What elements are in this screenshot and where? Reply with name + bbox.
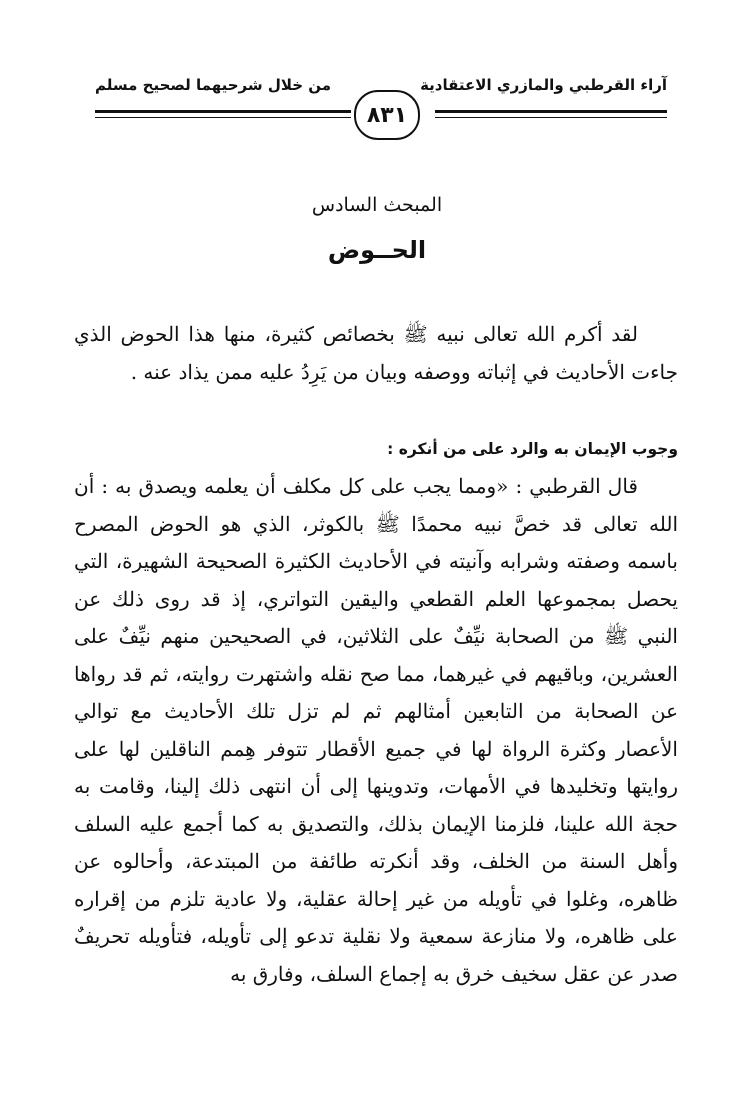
main-paragraph: قال القرطبي : «ومما يجب على كل مكلف أن يعلمه ويصدق به : أن الله تعالى قد خصَّ نبيه محمدًا ﷺ بالكوثر، الذي هو الحوض المصرح باسمه وصفته وشرابه وآنيته في الأحاديث الكثيرة الصحيحة الشهيرة، التي يحصل بمجموعها العلم القطعي واليقين التواتري، إذ قد روى ذلك عن النبي ﷺ من الصحابة نيِّفٌ على الثلاثين، في الصحيحين منهم نيِّفٌ على العشرين، وباقيهم في غيرهما، مما صح نقله واشتهرت روايته، ثم قد رواها عن الصحابة من التابعين أمثالهم ثم لم تزل تلك الأحاديث مع توالي الأعصار وكثرة الرواة لها في جميع الأقطار تتوفر هِمم الناقلين لها على روايتها وتخليدها في الأمهات، وتدوينها إلى أن انتهى ذلك إلينا، وقامت به حجة الله علينا، فلزمنا الإيمان بذلك، والتصديق به كما أجمع عليه السلف وأهل السنة من الخلف، وقد أنكرته طائفة من المبتدعة، وأحالوه عن ظاهره، وغلوا في تأويله من غير إحالة عقلية، ولا عادية تلزم من إقراره على ظاهره، ولا منازعة سمعية ولا نقلية تدعو إلى تأويله، فتأويله تحريفٌ صدر عن عقل سخيف خرق به إجماع السلف، وفارق به [74,474,678,986]
subheading: وجوب الإيمان به والرد على من أنكره : [387,440,678,458]
section-label: المبحث السادس [311,194,443,216]
header-book-subtitle: من خلال شرحيهما لصحيح مسلم [95,76,332,94]
header-rule-right-thick [435,110,667,113]
header-book-title: آراء القرطبي والمازري الاعتقادية [420,76,667,94]
section-title: الحــوض [327,236,427,264]
header-rule-left-thick [95,110,351,113]
intro-paragraph: لقد أكرم الله تعالى نبيه ﷺ بخصائص كثيرة، منها هذا الحوض الذي جاءت الأحاديث في إثباته ووصفه وبيان من يَرِدُ عليه ممن يذاد عنه . [74,322,678,384]
header-rule-right-thin [435,117,667,118]
page-number: ٨٣١ [354,90,420,140]
header-rule-left-thin [95,117,351,118]
